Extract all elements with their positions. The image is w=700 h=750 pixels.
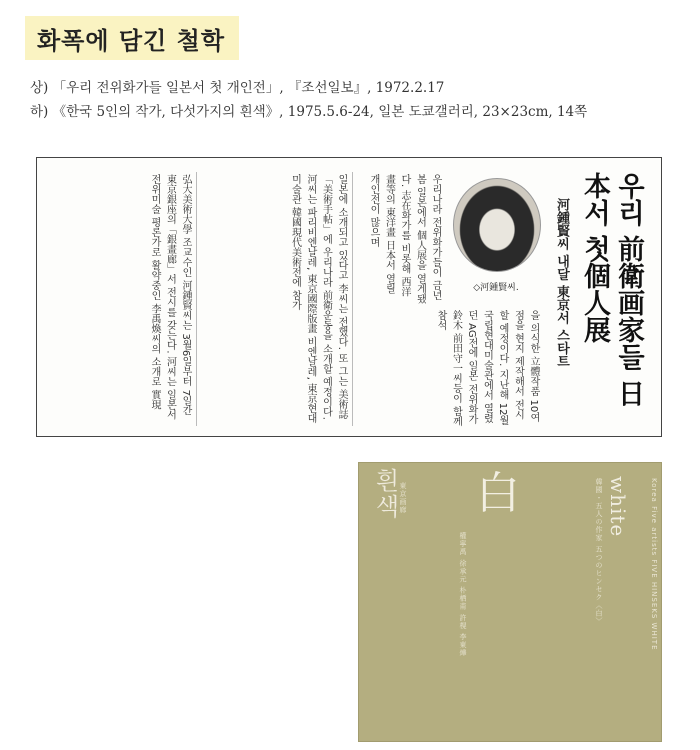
portrait-photo [449, 172, 543, 300]
clipping-subhead: 河鍾賢씨 내달 東京서 스타트 [554, 198, 569, 368]
article-column-2: 을 의식한 立體작품 10여점을 현지 제작해서 전시할 예정이다. 지난해 12월 국립현대미술관에서 열렸던 AG전에 일본 전위화가 鈴木 前田守一씨등이 함께 참석 [435, 310, 539, 427]
photo-caption: ◇河鍾賢씨. [473, 283, 519, 293]
article-column-1: 우리나라 전위화가들이 금년봄 일본에서 個人展을 열게됐다. 志在화가를 비롯해 西洋畫等의 東洋畫 日本서 열릴 개인전이 많으며 [368, 174, 441, 304]
column-divider [352, 172, 353, 426]
cover-gallery-text: 東京画廊 [399, 482, 407, 514]
clipping-headline: 우리 前衛画家들 日本서 첫個人展 [579, 172, 644, 407]
newspaper-clipping [36, 157, 662, 437]
cover-japanese-text: 韓國・五人の作家 五つのヒンセク〈白〉 [595, 478, 603, 626]
cover-hanja-title: 白 [476, 468, 520, 519]
portrait-image [453, 178, 541, 272]
cover-english-title: white [606, 476, 630, 538]
cover-korean-title: 흰색 [371, 468, 399, 520]
cover-english-small: Korea Five artists FIVE HINSEKS WHITE [650, 478, 658, 651]
article-column-3: 일본에 소개되고 있다고 李씨는 전했다. 또 그는 美術誌「美術手帖」에 우리나라 前衛운동을 소개할 예정이다. 河씨는 파리비엔날레, 東京國際版畫 비엔날레, 東京현대미술관 韓國現代美術전에 참가 [289, 174, 347, 424]
title-highlight [25, 16, 239, 60]
cover-artists-text: 權寧禹 徐承元 朴栖甫 許榥 李東燁 [459, 532, 467, 657]
caption-top: 상) 「우리 전위화가들 일본서 첫 개인전」, 『조선일보』, 1972.2.17 [30, 80, 445, 96]
page-title: 화폭에 담긴 철학 [37, 26, 225, 55]
article-column-4: 弘大美術大學 조교수인 河鍾賢씨는 3월6일부터 7일간 東京銀座의「銀畫廊」서 전시를 갖는다. 河씨는 일본서 전위미술 평론가로 활약중인 李禹煥씨의 소개로 實現 [149, 174, 191, 420]
column-divider [196, 172, 197, 426]
caption-bottom: 하) 《한국 5인의 작가, 다섯가지의 흰색》, 1975.5.6-24, 일본 도쿄갤러리, 23×23cm, 14쪽 [30, 104, 588, 120]
catalog-cover [358, 462, 662, 742]
